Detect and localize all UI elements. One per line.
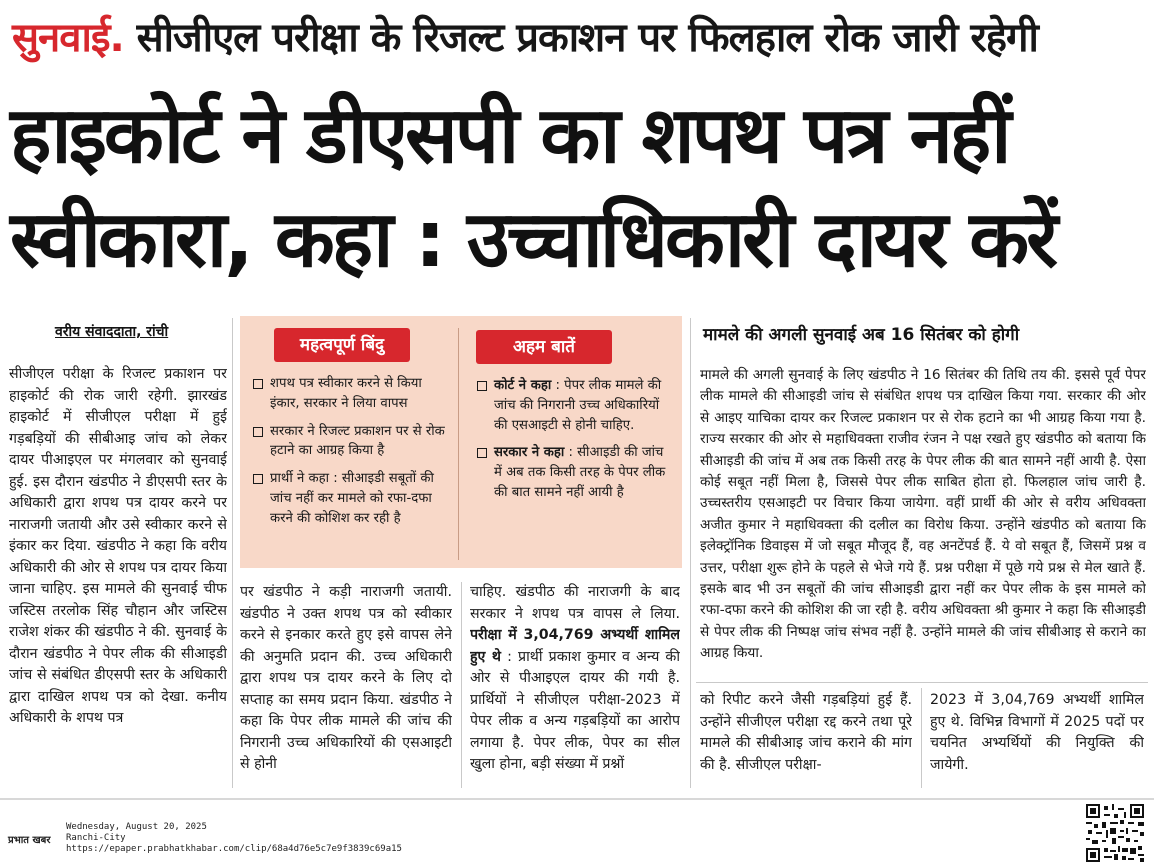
kicker-text: सीजीएल परीक्षा के रिजल्ट प्रकाशन पर फिलहाल रोक जारी रहेगी bbox=[136, 15, 1038, 61]
list-item: प्रार्थी ने कहा : सीआइडी सबूतों की जांच नहीं कर मामले को रफा-दफा करने की कोशिश कर रही है bbox=[252, 469, 452, 528]
section-divider bbox=[696, 682, 1148, 683]
article-column-3 bbox=[470, 582, 680, 784]
checkbox-square-icon bbox=[477, 381, 487, 391]
list-item: सरकार ने कहा : सीआइडी की जांच में अब तक किसी तरह के पेपर लीक की बात सामने नहीं आयी है bbox=[476, 443, 672, 502]
column-divider bbox=[921, 688, 922, 788]
column-divider bbox=[461, 582, 462, 788]
footer-rule bbox=[0, 798, 1154, 800]
headline-line-2: स्वीकारा, कहा : उच्चाधिकारी दायर करें bbox=[10, 195, 1056, 285]
important-points-list bbox=[252, 374, 452, 537]
clip-edition: Ranchi-City bbox=[66, 833, 126, 843]
kicker bbox=[12, 6, 1146, 70]
column-3-lead: परीक्षा में 3,04,769 अभ्यर्थी शामिल हुए थे bbox=[470, 627, 680, 665]
column-4-text: मामले की अगली सुनवाई के लिए खंडपीठ ने 16 सितंबर की तिथि तय की. इससे पूर्व पेपर लीक मामले की सीआइडी जांच से संबंधित शपथ पत्र दाखिल किया गया. सरकार की ओर से आइए याचिका दायर कर रिजल्ट प्रकाशन पर से रोक हटाने का भी आग्रह किया गया है. राज्य सरकार की ओर से महाधिवक्ता राजीव रंजन ने पक्ष रखते हुए खंडपीठ को बताया कि सीआइडी की जांच में अब तक किसी तरह के पेपर लीक की बात सामने नहीं आयी है. ऐसा कोई सबूत नहीं मिला है, जिससे पेपर लीक साबित होता हो. फिलहाल जांच जारी है. उच्चस्तरीय एसआइटी पर विचार किया जायेगा. वहीं प्रार्थी की ओर से वरीय अधिवक्ता अजीत कुमार ने महाधिवक्ता की दलील का विरोध किया. उन्होंने खंडपीठ को बताया कि इलेक्ट्रॉनिक डिवाइस में जो सबूत मौजूद हैं, वह अनटेंपर्ड हैं. ये वो सबूत हैं, जिसमें प्रश्न व उत्तर, परीक्षा शुरू होने के पहले से भेजे गये हैं. प्रश्न परीक्षा में पूछे गये प्रश्न से मेल खाते हैं. इसके बाद भी उन सबूतों की जांच सीआइडी द्वारा नहीं कर पेपर लीक के इस मामले को रफा-दफा करने की कोशिश की जा रही है. वरीय अधिवक्ता श्री कुमार ने कहा कि सीआइडी से पेपर लीक की निष्पक्ष जांच संभव नहीं है. उन्होंने मामले की जांच सीबीआइ से कराने का आग्रह किया. bbox=[700, 367, 1146, 662]
column-6-text: 2023 में 3,04,769 अभ्यर्थी शामिल हुए थे. विभिन्न विभागों में 2025 पदों पर चयनित अभ्यर्थियों की नियुक्ति की जायेगी. bbox=[930, 692, 1144, 773]
list-item: सरकार ने रिजल्ट प्रकाशन पर से रोक हटाने का आग्रह किया है bbox=[252, 422, 452, 462]
checkbox-square-icon bbox=[253, 474, 263, 484]
clip-meta bbox=[66, 822, 402, 855]
article-column-4 bbox=[700, 365, 1146, 675]
article-column-1 bbox=[9, 364, 227, 784]
box-title-key-points: अहम बातें bbox=[476, 330, 612, 364]
list-item: कोर्ट ने कहा : पेपर लीक मामले की जांच की निगरानी उच्च अधिकारियों की एसआइटी से होनी चाहिए. bbox=[476, 376, 672, 435]
key-points-list bbox=[476, 376, 672, 511]
clip-url[interactable]: https://epaper.prabhatkhabar.com/clip/68a4d76e5c7e9f3839c69a15 bbox=[66, 844, 402, 854]
kicker-label: सुनवाई. bbox=[12, 15, 124, 61]
qr-code-icon[interactable] bbox=[1086, 804, 1144, 862]
column-3-text-1: चाहिए. खंडपीठ की नाराजगी के बाद सरकार ने शपथ पत्र वापस ले लिया. bbox=[470, 584, 680, 622]
box-divider bbox=[458, 328, 459, 560]
column-2-text: पर खंडपीठ ने कड़ी नाराजगी जतायी. खंडपीठ ने उक्त शपथ पत्र को स्वीकार करने से इनकार करते हुए इसे वापस लेने की अनुमति प्रदान की. उच्च अधिकारी द्वारा शपथ पत्र दायर करने के लिए दो सप्ताह का समय प्रदान किया. खंडपीठ ने कहा कि पेपर लीक मामले की जांच की निगरानी उच्च अधिकारियों की एसआइटी से होनी bbox=[240, 584, 452, 772]
column-divider bbox=[232, 318, 233, 788]
right-subheadline: मामले की अगली सुनवाई अब 16 सितंबर को होगी bbox=[703, 325, 1020, 345]
clip-date: Wednesday, August 20, 2025 bbox=[66, 822, 207, 832]
article-column-6 bbox=[930, 690, 1144, 785]
checkbox-square-icon bbox=[253, 379, 263, 389]
publication-logo: प्रभात खबर bbox=[8, 835, 51, 846]
headline bbox=[10, 84, 1146, 292]
article-column-2 bbox=[240, 582, 452, 784]
checkbox-square-icon bbox=[477, 448, 487, 458]
column-5-text: को रिपीट करने जैसी गड़बड़ियां हुई हैं. उन्होंने सीजीएल परीक्षा रद्द करने तथा पूरे मामले की सीबीआइ जांच कराने की मांग की है. सीजीएल परीक्षा- bbox=[700, 692, 912, 773]
headline-line-1: हाइकोर्ट ने डीएसपी का शपथ पत्र नहीं bbox=[10, 91, 1009, 181]
column-3-text-2: : प्रार्थी प्रकाश कुमार व अन्य की ओर से पीआइएल दायर की गयी है. प्रार्थियों ने सीजीएल परीक्षा-2023 में पेपर लीक व अन्य गड़बड़ियों का आरोप लगाया है. पेपर लीक, पेपर का सील खुला होना, बड़ी संख्या में प्रश्नों bbox=[470, 648, 680, 772]
article-column-5 bbox=[700, 690, 912, 785]
column-1-text: सीजीएल परीक्षा के रिजल्ट प्रकाशन पर हाइकोर्ट की रोक जारी रहेगी. झारखंड हाइकोर्ट में सीजीएल परीक्षा में हुई गड़बड़ियों की सीबीआइ जांच को लेकर दायर पीआइएल पर मंगलवार को सुनवाई हुई. इस दौरान खंडपीठ ने डीएसपी स्तर के अधिकारी द्वारा शपथ पत्र दायर करने पर नाराजगी जतायी और उसे स्वीकार करने से इंकार कर दिया. खंडपीठ ने कहा कि वरीय अधिकारी की ओर से शपथ पत्र दायर किया जाना चाहिए. इस मामले की सुनवाई चीफ जस्टिस तरलोक सिंह चौहान और जस्टिस राजेश शंकर की खंडपीठ ने की. सुनवाई के दौरान खंडपीठ ने पेपर लीक की सीआइडी जांच से संबंधित डीएसपी स्तर के अधिकारी द्वारा दाखिल शपथ पत्र को देखा. कनीय अधिकारी के शपथ पत्र bbox=[9, 366, 227, 726]
byline: वरीय संवाददाता, रांची bbox=[55, 324, 169, 340]
box-title-important-points: महत्वपूर्ण बिंदु bbox=[274, 328, 410, 362]
checkbox-square-icon bbox=[253, 427, 263, 437]
column-divider bbox=[690, 318, 691, 788]
list-item: शपथ पत्र स्वीकार करने से किया इंकार, सरकार ने लिया वापस bbox=[252, 374, 452, 414]
